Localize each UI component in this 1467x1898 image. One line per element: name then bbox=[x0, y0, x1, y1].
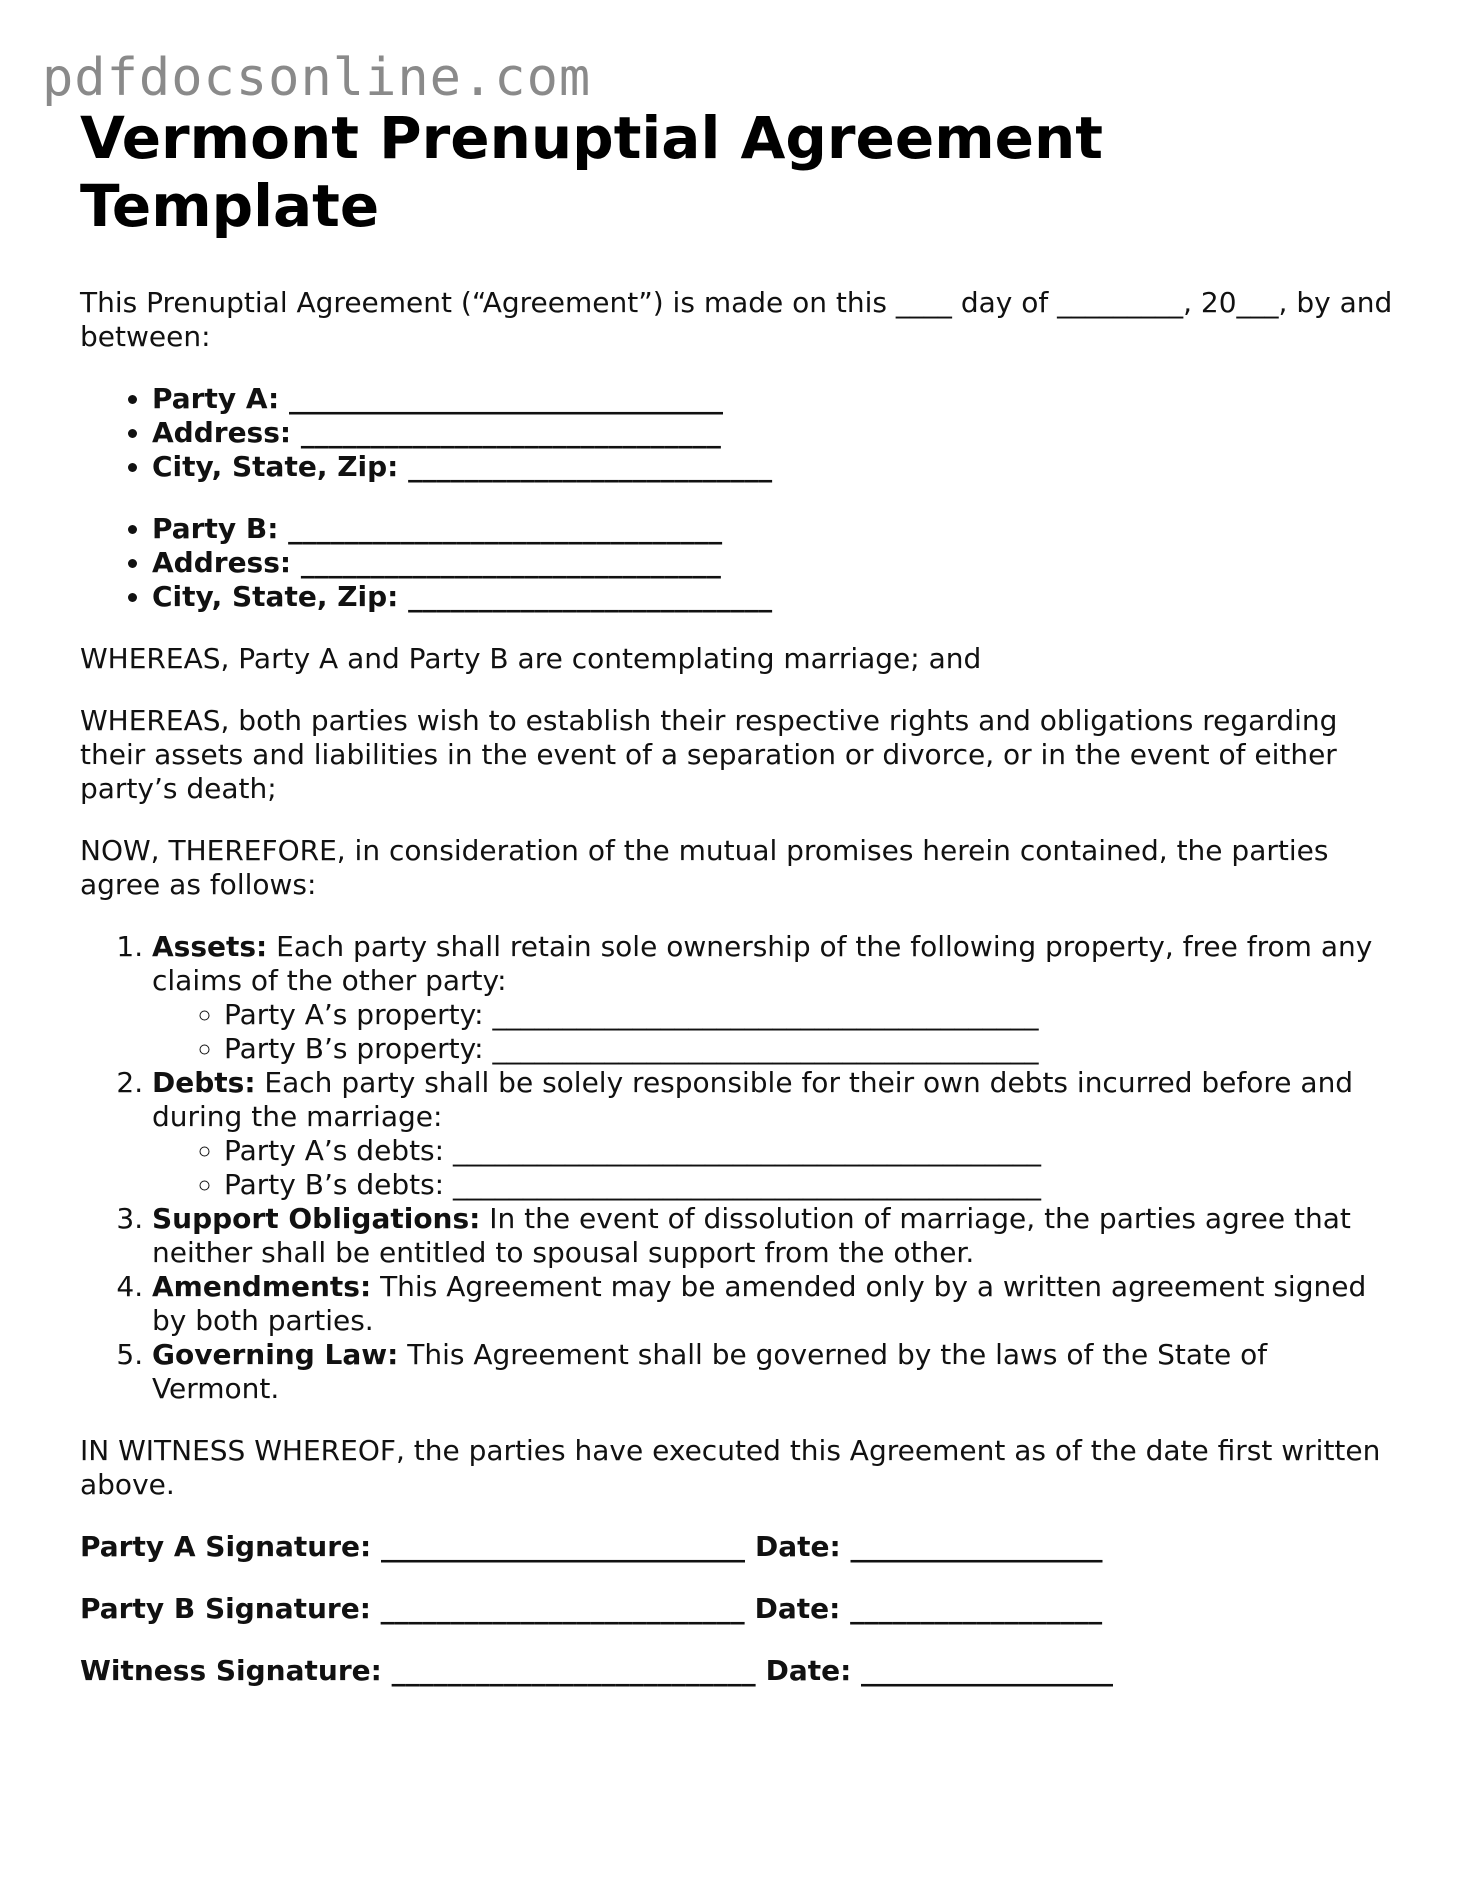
witness-signature-line bbox=[80, 1654, 1400, 1688]
debts-sublist bbox=[152, 1134, 1400, 1202]
intro-paragraph: This Prenuptial Agreement (“Agreement”) is made on this ____ day of _________, 20___, by and between: bbox=[80, 286, 1393, 353]
watermark: pdfdocsonline.com bbox=[42, 48, 592, 108]
whereas-paragraph-1: WHEREAS, Party A and Party B are contemplating marriage; and bbox=[80, 642, 982, 675]
clause-text: Each party shall be solely responsible for their own debts incurred before and during the marriage: bbox=[152, 1066, 1354, 1133]
clause-text: This Agreement may be amended only by a written agreement signed by both parties. bbox=[152, 1270, 1367, 1337]
document-title: Vermont Prenuptial Agreement Template bbox=[80, 104, 1103, 240]
clause-amendments bbox=[152, 1270, 1400, 1338]
clause-title: Governing Law: bbox=[152, 1338, 399, 1371]
party-b-debts-field: ◦ Party B’s debts: __________________________________________ bbox=[224, 1168, 1400, 1202]
clause-assets bbox=[152, 930, 1400, 1066]
document-page bbox=[80, 104, 1400, 1688]
clause-debts bbox=[152, 1066, 1400, 1202]
signature-label: Witness Signature: __________________________ bbox=[80, 1654, 756, 1687]
witness-paragraph: IN WITNESS WHEREOF, the parties have executed this Agreement as of the date first written above. bbox=[80, 1434, 1381, 1501]
party-b-signature-line bbox=[80, 1592, 1400, 1626]
party-b-fields bbox=[80, 512, 1400, 614]
party-a-property-field: ◦ Party A’s property: _______________________________________ bbox=[224, 998, 1400, 1032]
clause-governing-law bbox=[152, 1338, 1400, 1406]
signature-label: Party A Signature: __________________________ bbox=[80, 1530, 745, 1563]
now-therefore-paragraph: NOW, THEREFORE, in consideration of the mutual promises herein contained, the parties agree as follows: bbox=[80, 834, 1329, 901]
clause-title: Amendments: bbox=[152, 1270, 372, 1303]
signature-label: Party B Signature: __________________________ bbox=[80, 1592, 745, 1625]
whereas-paragraph-2: WHEREAS, both parties wish to establish their respective rights and obligations regarding their assets and liabilities in the event of a separation or divorce, or in the event of either party’s death; bbox=[80, 704, 1338, 805]
party-b-name-field: • Party B: _______________________________ bbox=[152, 512, 1400, 546]
date-label: Date: __________________ bbox=[754, 1530, 1103, 1563]
party-a-debts-field: ◦ Party A’s debts: __________________________________________ bbox=[224, 1134, 1400, 1168]
party-b-address-field: • Address: ______________________________ bbox=[152, 546, 1400, 580]
date-label: Date: __________________ bbox=[754, 1592, 1103, 1625]
date-label: Date: __________________ bbox=[765, 1654, 1114, 1687]
party-a-fields bbox=[80, 382, 1400, 484]
clause-title: Debts: bbox=[152, 1066, 256, 1099]
clause-list bbox=[80, 930, 1400, 1406]
document-body bbox=[80, 286, 1400, 1688]
party-a-address-field: • Address: ______________________________ bbox=[152, 416, 1400, 450]
clause-text: This Agreement shall be governed by the laws of the State of Vermont. bbox=[152, 1338, 1268, 1405]
party-b-city-state-zip-field: • City, State, Zip: __________________________ bbox=[152, 580, 1400, 614]
clause-title: Assets: bbox=[152, 930, 268, 963]
clause-text: Each party shall retain sole ownership of the following property, free from any claims of the other party: bbox=[152, 930, 1373, 997]
clause-text: In the event of dissolution of marriage, the parties agree that neither shall be entitled to spousal support from the other. bbox=[152, 1202, 1351, 1269]
party-a-signature-line bbox=[80, 1530, 1400, 1564]
clause-support-obligations bbox=[152, 1202, 1400, 1270]
clause-title: Support Obligations: bbox=[152, 1202, 481, 1235]
party-b-property-field: ◦ Party B’s property: _______________________________________ bbox=[224, 1032, 1400, 1066]
assets-sublist bbox=[152, 998, 1400, 1066]
party-a-name-field: • Party A: _______________________________ bbox=[152, 382, 1400, 416]
party-a-city-state-zip-field: • City, State, Zip: __________________________ bbox=[152, 450, 1400, 484]
